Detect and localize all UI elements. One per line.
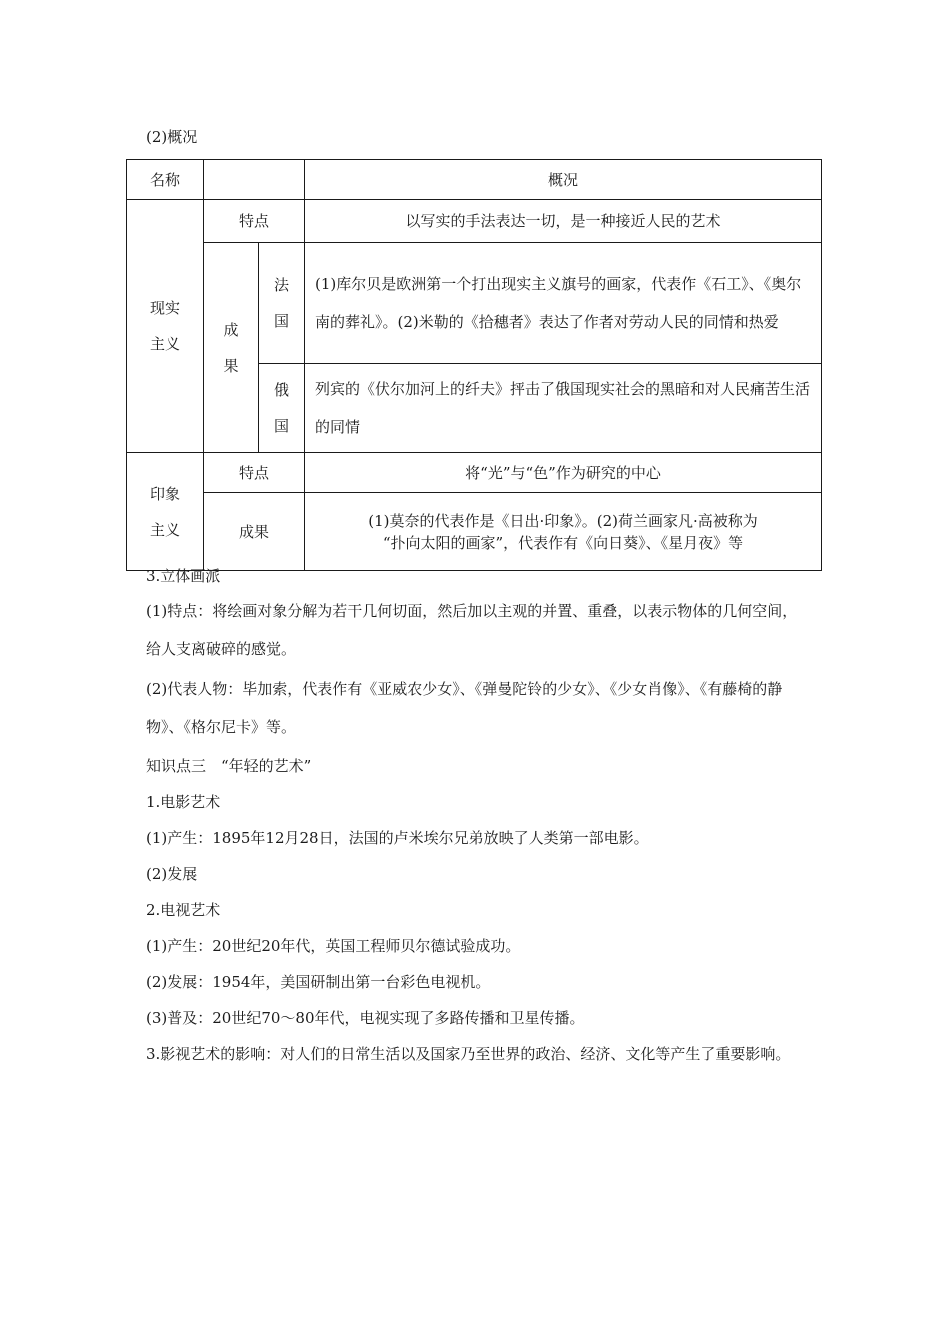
realism-feature-row xyxy=(127,200,822,243)
impressionism-feature-label: 特点 xyxy=(204,453,305,493)
tv-heading: 2.电视艺术 xyxy=(146,901,221,919)
russia-text: 列宾的《伏尔加河上的纤夫》抨击了俄国现实社会的黑暗和对人民痛苦生活的同情 xyxy=(305,364,822,453)
realism-france-row xyxy=(127,243,822,364)
header-name-cell: 名称 xyxy=(127,160,204,200)
overview-table xyxy=(126,159,822,571)
realism-feature-text: 以写实的手法表达一切，是一种接近人民的艺术 xyxy=(305,200,822,243)
tv-popularization: (3)普及：20世纪70～80年代，电视实现了多路传播和卫星传播。 xyxy=(146,1009,585,1027)
impressionism-label-cell xyxy=(127,453,204,571)
tv-development: (2)发展：1954年，美国研制出第一台彩色电视机。 xyxy=(146,973,491,991)
knowledge-point-heading: 知识点三 “年轻的艺术” xyxy=(146,757,312,775)
impressionism-achievement-row xyxy=(127,493,822,571)
russia-label-cell xyxy=(259,364,305,453)
impressionism-achievement-line2: “扑向太阳的画家”，代表作有《向日葵》、《星月夜》等 xyxy=(382,533,744,552)
france-label-line2: 国 xyxy=(273,312,289,330)
table-header-row xyxy=(127,160,822,200)
header-overview-cell: 概况 xyxy=(305,160,822,200)
impressionism-feature-row xyxy=(127,453,822,493)
film-development: (2)发展 xyxy=(146,865,198,883)
header-blank-cell xyxy=(204,160,305,200)
france-label-line1: 法 xyxy=(273,276,289,294)
impressionism-achievement-label: 成果 xyxy=(204,493,305,571)
section-heading-overview: (2)概况 xyxy=(146,128,198,146)
russia-label-line2: 国 xyxy=(273,417,289,435)
france-text: (1)库尔贝是欧洲第一个打出现实主义旗号的画家，代表作《石工》、《奥尔南的葬礼》。(2)米勒的《拾穗者》表达了作者对劳动人民的同情和热爱 xyxy=(305,243,822,364)
cubism-figures: (2)代表人物：毕加索，代表作有《亚威农少女》、《弹曼陀铃的少女》、《少女肖像》、《有藤椅的静物》、《格尔尼卡》等。 xyxy=(146,680,783,736)
impressionism-label-line1: 印象 xyxy=(149,484,180,503)
realism-label-line2: 主义 xyxy=(149,335,180,353)
impressionism-feature-text: 将“光”与“色”作为研究的中心 xyxy=(305,453,822,493)
france-label-cell xyxy=(259,243,305,364)
realism-achievement-line1: 成 xyxy=(223,320,239,339)
realism-label-cell xyxy=(127,200,204,453)
cubism-heading: 3.立体画派 xyxy=(146,567,221,585)
russia-label-line1: 俄 xyxy=(273,381,289,399)
cubism-feature: (1)特点：将绘画对象分解为若干几何切面，然后加以主观的并置、重叠，以表示物体的几何空间，给人支离破碎的感觉。 xyxy=(146,602,798,658)
realism-achievement-label xyxy=(204,243,259,453)
film-origin: (1)产生：1895年12月28日，法国的卢米埃尔兄弟放映了人类第一部电影。 xyxy=(146,829,649,847)
realism-label-line1: 现实 xyxy=(149,299,180,317)
realism-feature-label: 特点 xyxy=(204,200,305,243)
tv-origin: (1)产生：20世纪20年代，英国工程师贝尔德试验成功。 xyxy=(146,937,521,955)
influence-paragraph: 3.影视艺术的影响：对人们的日常生活以及国家乃至世界的政治、经济、文化等产生了重要影响。 xyxy=(146,1045,791,1063)
impressionism-achievement-line1: (1)莫奈的代表作是《日出·印象》。(2)荷兰画家凡·高被称为 xyxy=(368,511,758,530)
realism-achievement-line2: 果 xyxy=(223,356,239,375)
impressionism-achievement-text xyxy=(305,493,822,571)
impressionism-label-line2: 主义 xyxy=(149,520,180,539)
film-heading: 1.电影艺术 xyxy=(146,793,221,811)
